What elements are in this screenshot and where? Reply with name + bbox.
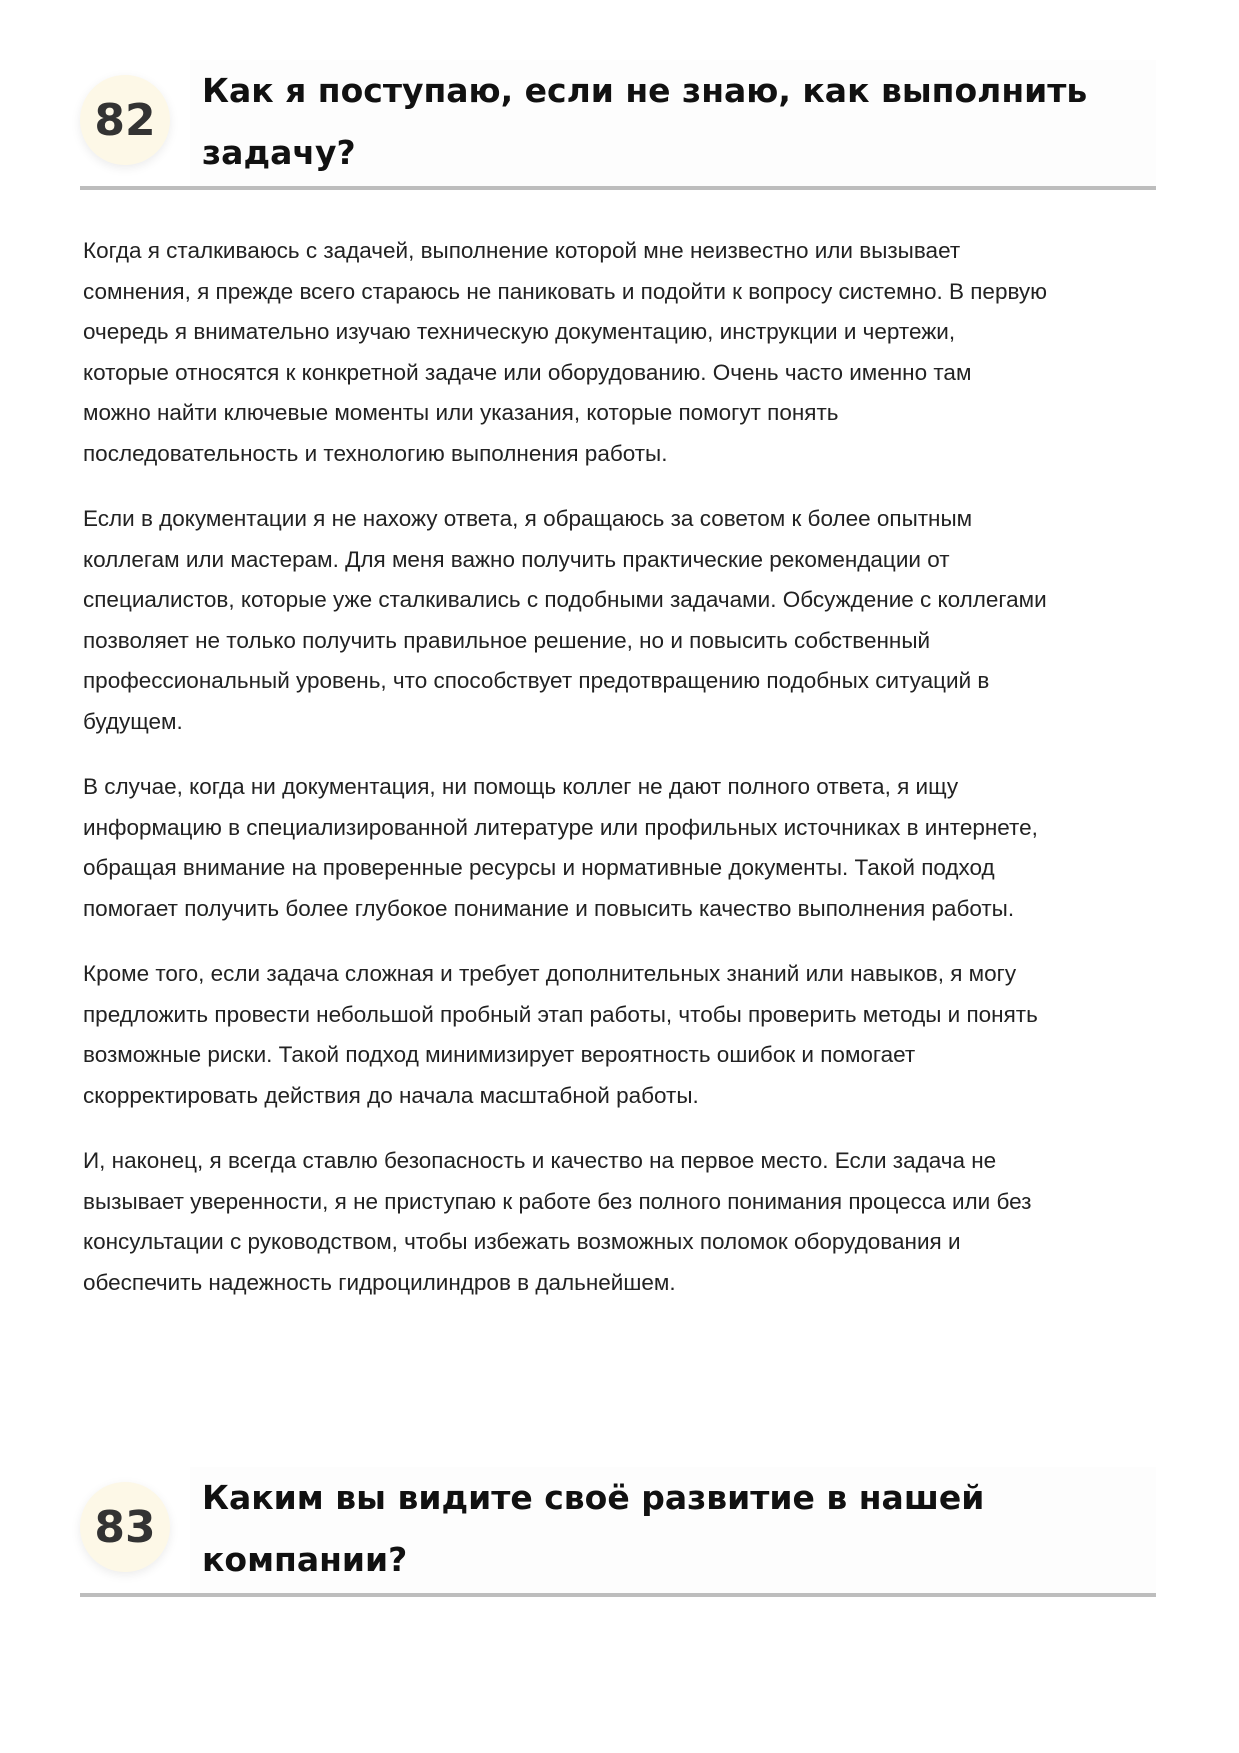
paragraph-line: Кроме того, если задача сложная и требует дополнительных знаний или навыков, я могу: [83, 961, 1017, 986]
question-title: [202, 1467, 1136, 1591]
paragraph-line: И, наконец, я всегда ставлю безопасность и качество на первое место. Если задача не: [83, 1148, 997, 1173]
title-line: Каким вы видите своё развитие в нашей: [202, 1478, 985, 1517]
answer-paragraph: [83, 767, 1163, 929]
answer-paragraph: [83, 231, 1163, 474]
paragraph-line: специалистов, которые уже сталкивались с подобными задачами. Обсуждение с коллегами: [83, 587, 1047, 612]
question-83-header: [80, 1467, 1156, 1597]
paragraph-line: позволяет не только получить правильное решение, но и повысить собственный: [83, 627, 931, 653]
header-divider: [80, 1593, 1156, 1597]
title-line: компании?: [202, 1540, 408, 1579]
paragraph-line: последовательность и технологию выполнения работы.: [83, 440, 668, 466]
paragraph-line: вызывает уверенности, я не приступаю к работе без полного понимания процесса или без: [83, 1188, 1032, 1214]
paragraph-line: возможные риски. Такой подход минимизирует вероятность ошибок и помогает: [83, 1042, 916, 1067]
answer-82-body: [83, 231, 1163, 1328]
paragraph-line: обеспечить надежность гидроцилиндров в дальнейшем.: [83, 1269, 676, 1295]
paragraph-line: будущем.: [83, 708, 183, 734]
paragraph-line: коллегам или мастерам. Для меня важно получить практические рекомендации от: [83, 546, 950, 572]
question-82-header: [80, 60, 1156, 190]
title-line: задачу?: [202, 133, 356, 172]
paragraph-line: В случае, когда ни документация, ни помощь коллег не дают полного ответа, я ищу: [83, 774, 959, 799]
paragraph-line: предложить провести небольшой пробный этап работы, чтобы проверить методы и понять: [83, 1001, 1038, 1027]
paragraph-line: очередь я внимательно изучаю техническую документацию, инструкции и чертежи,: [83, 319, 956, 344]
paragraph-line: Если в документации я не нахожу ответа, я обращаюсь за советом к более опытным: [83, 506, 973, 531]
question-number-badge: 82: [80, 75, 170, 165]
answer-paragraph: [83, 1141, 1163, 1303]
paragraph-line: обращая внимание на проверенные ресурсы и нормативные документы. Такой подход: [83, 855, 995, 880]
paragraph-line: профессиональный уровень, что способствует предотвращению подобных ситуаций в: [83, 668, 990, 693]
answer-paragraph: [83, 954, 1163, 1116]
paragraph-line: можно найти ключевые моменты или указания, которые помогут понять: [83, 400, 839, 425]
paragraph-line: которые относятся к конкретной задаче или оборудованию. Очень часто именно там: [83, 359, 972, 385]
header-divider: [80, 186, 1156, 190]
paragraph-line: информацию в специализированной литературе или профильных источниках в интернете,: [83, 814, 1038, 840]
answer-paragraph: [83, 499, 1163, 742]
title-line: Как я поступаю, если не знаю, как выполнить: [202, 71, 1088, 110]
paragraph-line: консультации с руководством, чтобы избежать возможных поломок оборудования и: [83, 1229, 961, 1254]
question-number-badge: 83: [80, 1482, 170, 1572]
paragraph-line: помогает получить более глубокое понимание и повысить качество выполнения работы.: [83, 895, 1015, 921]
paragraph-line: скорректировать действия до начала масштабной работы.: [83, 1082, 699, 1108]
paragraph-line: Когда я сталкиваюсь с задачей, выполнение которой мне неизвестно или вызывает: [83, 238, 961, 263]
paragraph-line: сомнения, я прежде всего стараюсь не паниковать и подойти к вопросу системно. В первую: [83, 278, 1048, 304]
question-title: [202, 60, 1136, 184]
